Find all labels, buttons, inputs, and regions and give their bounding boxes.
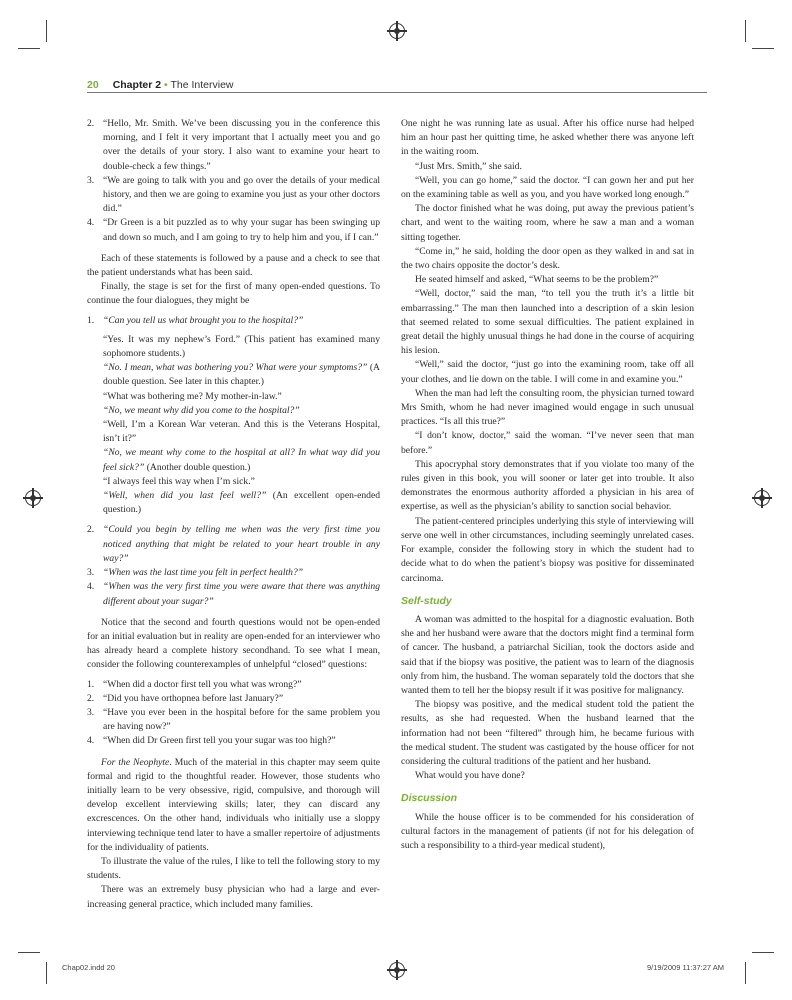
header-rule bbox=[87, 92, 707, 93]
section-heading-self-study: Self-study bbox=[401, 594, 452, 607]
dialogue-line: “No. I mean, what was bothering you? What were your symptoms?” (A double question. See later in this chapter.) bbox=[103, 362, 380, 388]
crop-mark bbox=[46, 962, 47, 984]
right-column bbox=[401, 117, 694, 853]
section-heading-discussion: Discussion bbox=[401, 792, 458, 805]
list-item: 2. “Could you begin by telling me when was the very first time you noticed anything that might be related to your heart trouble in any way?” bbox=[87, 524, 380, 564]
paragraph: To illustrate the value of the rules, I like to tell the following story to my students. bbox=[87, 855, 380, 882]
crop-mark bbox=[752, 952, 774, 953]
list-item: 3. “We are going to talk with you and go over the details of your medical history, and then we are going to examine you just as your other doctors did.” bbox=[87, 174, 380, 215]
list-item: 2. “Did you have orthopnea before last January?” bbox=[87, 692, 284, 704]
crop-mark bbox=[18, 48, 40, 49]
paragraph: “Well, doctor,” said the man, “to tell you the truth it’s a little bit embarrassing.” The man then launched into a description of a skin lesion that seemed related to some sexual difficulties. The patient explained in great detail the highly unusual things he had done in the course of acquiring his lesion. bbox=[401, 288, 694, 357]
paragraph: “I don’t know, doctor,” said the woman. “I’ve never seen that man before.” bbox=[401, 430, 694, 456]
paragraph: When the man had left the consulting room, the physician turned toward Mrs Smith, whom he had never imagined would engage in such unusual practices. “Is all this true?” bbox=[401, 387, 694, 428]
paragraph: The patient-centered principles underlying this style of interviewing will serve one well in other circumstances, including seemingly unrelated cases. For example, consider the following story in which the student had to decide what to do when the patient’s biopsy was positive for disseminated carcinoma. bbox=[401, 515, 694, 584]
list-item: 4. “Dr Green is a bit puzzled as to why your sugar has been swinging up and down so much, and I am going to try to help him and you, if I can.” bbox=[87, 217, 380, 243]
paragraph: He seated himself and asked, “What seems to be the problem?” bbox=[415, 274, 659, 286]
paragraph: “Come in,” he said, holding the door open as they walked in and sat in the two chairs opposite the doctor’s desk. bbox=[401, 245, 694, 272]
paragraph: A woman was admitted to the hospital for a diagnostic evaluation. Both she and her husband were aware that the doctors might find a terminal form of cancer. The husband, a patriarchal Sicilian, took the doctors aside and said that if the biopsy was positive, the patient was to learn of the diagnosis only from him, the husband. The woman separately told the doctors that she wanted them to tell her the biopsy result if it was positive for malignancy. bbox=[401, 613, 694, 696]
dialogue-line: “No, we meant why did you come to the hospital?” bbox=[103, 404, 300, 416]
paragraph: Notice that the second and fourth questions would not be open-ended for an initial evaluation but in reality are open-ended for an interviewer who has already heard a complete history secondhand. To see what I mean, consider the following counterexamples of unhelpful “closed” questions: bbox=[87, 616, 380, 671]
paragraph: Each of these statements is followed by a pause and a check to see that the patient understands what has been said. bbox=[87, 252, 380, 279]
left-column bbox=[87, 117, 380, 912]
list-item: 4. “When was the very first time you were aware that there was anything different about your sugar?” bbox=[87, 581, 380, 607]
list-item: 4. “When did Dr Green first tell you your sugar was too high?” bbox=[87, 735, 336, 747]
paragraph: One night he was running late as usual. After his office nurse had helped him an hour past her quitting time, he asked whether there was anyone left in the waiting room. bbox=[401, 118, 694, 158]
footer-timestamp: 9/19/2009 11:37:27 AM bbox=[647, 963, 725, 972]
numbered-list bbox=[87, 678, 380, 749]
list-item: 3. “Have you ever been in the hospital before for the same problem you are having now?” bbox=[87, 706, 380, 733]
header-separator: • bbox=[164, 79, 168, 91]
paragraph: The doctor finished what he was doing, put away the previous patient’s chart, and went to the waiting room, where he saw a man and a woman sitting together. bbox=[401, 203, 694, 243]
dialogue-line: “No, we meant why come to the hospital at all? In what way did you feel sick?” (Another double question.) bbox=[103, 447, 380, 473]
registration-mark-icon bbox=[754, 490, 770, 506]
registration-mark-icon bbox=[389, 23, 405, 39]
numbered-list bbox=[87, 314, 380, 328]
crop-mark bbox=[745, 962, 746, 984]
dialogue-block bbox=[87, 333, 380, 518]
list-item: 1. “Can you tell us what brought you to the hospital?” bbox=[87, 314, 304, 326]
paragraph: There was an extremely busy physician who had a large and ever-increasing general practice, which included many families. bbox=[87, 884, 380, 910]
running-header bbox=[87, 79, 234, 91]
paragraph: The biopsy was positive, and the medical student told the patient the results, as she had requested. When the husband learned that the information had not been “filtered” through him, he became furious with the medical student. The student was castigated by the house officer for not considering the cultural traditions of the patient and her husband. bbox=[401, 699, 694, 767]
paragraph: While the house officer is to be commended for his consideration of cultural factors in the management of patients (if not for his delegation of such a responsibility to a third-year medical student), bbox=[401, 811, 694, 851]
crop-mark bbox=[745, 20, 746, 42]
paragraph: For the Neophyte. Much of the material in this chapter may seem quite formal and rigid to the thoughtful reader. However, those students who initially learn to be very obsessive, rigid, compulsive, and thorough will develop excellent interviewing skills; later, they can discard any excrescences. On the other hand, individuals who initially use a sloppy interviewing technique tend later to have a smaller repertoire of adjustments for the individuality of patients. bbox=[87, 756, 381, 853]
numbered-list bbox=[87, 523, 380, 608]
paragraph: “Well, you can go home,” said the doctor. “I can gown her and put her on the examining table as well as you, and you have worked long enough.” bbox=[401, 174, 694, 201]
page-number: 20 bbox=[87, 79, 99, 91]
dialogue-line: “Well, I’m a Korean War veteran. And this is the Veterans Hospital, isn’t it?” bbox=[103, 419, 380, 445]
list-item: 2. “Hello, Mr. Smith. We’ve been discussing you in the conference this morning, and I felt it very important that I actually meet you and go over the details of your story. I also want to examine your heart to double-check a few things.” bbox=[87, 118, 380, 172]
registration-mark-icon bbox=[25, 490, 41, 506]
dialogue-line: “Yes. It was my nephew’s Ford.” (This patient has examined many sophomore students.) bbox=[103, 333, 380, 360]
registration-mark-icon bbox=[389, 962, 405, 978]
numbered-list bbox=[87, 117, 380, 245]
dialogue-line: “Well, when did you last feel well?” (An excellent open-ended question.) bbox=[103, 490, 380, 516]
paragraph: What would you have done? bbox=[415, 770, 525, 782]
dialogue-line: “What was bothering me? My mother-in-law.” bbox=[103, 390, 282, 402]
footer-file-name: Chap02.indd 20 bbox=[62, 963, 115, 972]
paragraph: “Well,” said the doctor, “just go into the examining room, take off all your clothes, and lie down on the table. I will come in and examine you.” bbox=[401, 359, 694, 385]
crop-mark bbox=[18, 952, 40, 953]
dialogue-line: “I always feel this way when I’m sick.” bbox=[103, 475, 255, 487]
paragraph: “Just Mrs. Smith,” she said. bbox=[415, 160, 522, 172]
chapter-title: The Interview bbox=[170, 79, 234, 91]
crop-mark bbox=[46, 20, 47, 42]
list-item: 3. “When was the last time you felt in perfect health?” bbox=[87, 567, 304, 579]
crop-mark bbox=[752, 48, 774, 49]
list-item: 1. “When did a doctor first tell you what was wrong?” bbox=[87, 678, 302, 690]
chapter-label: Chapter 2 bbox=[112, 79, 162, 91]
paragraph: This apocryphal story demonstrates that if you violate too many of the rules given in this book, you will sooner or later get into trouble. It also demonstrates the enormous authority afforded a physician in his area of expertise, as well as the physician’s ability to sanction social behavior. bbox=[401, 458, 694, 513]
paragraph: Finally, the stage is set for the first of many open-ended questions. To continue the four dialogues, they might be bbox=[87, 281, 380, 307]
